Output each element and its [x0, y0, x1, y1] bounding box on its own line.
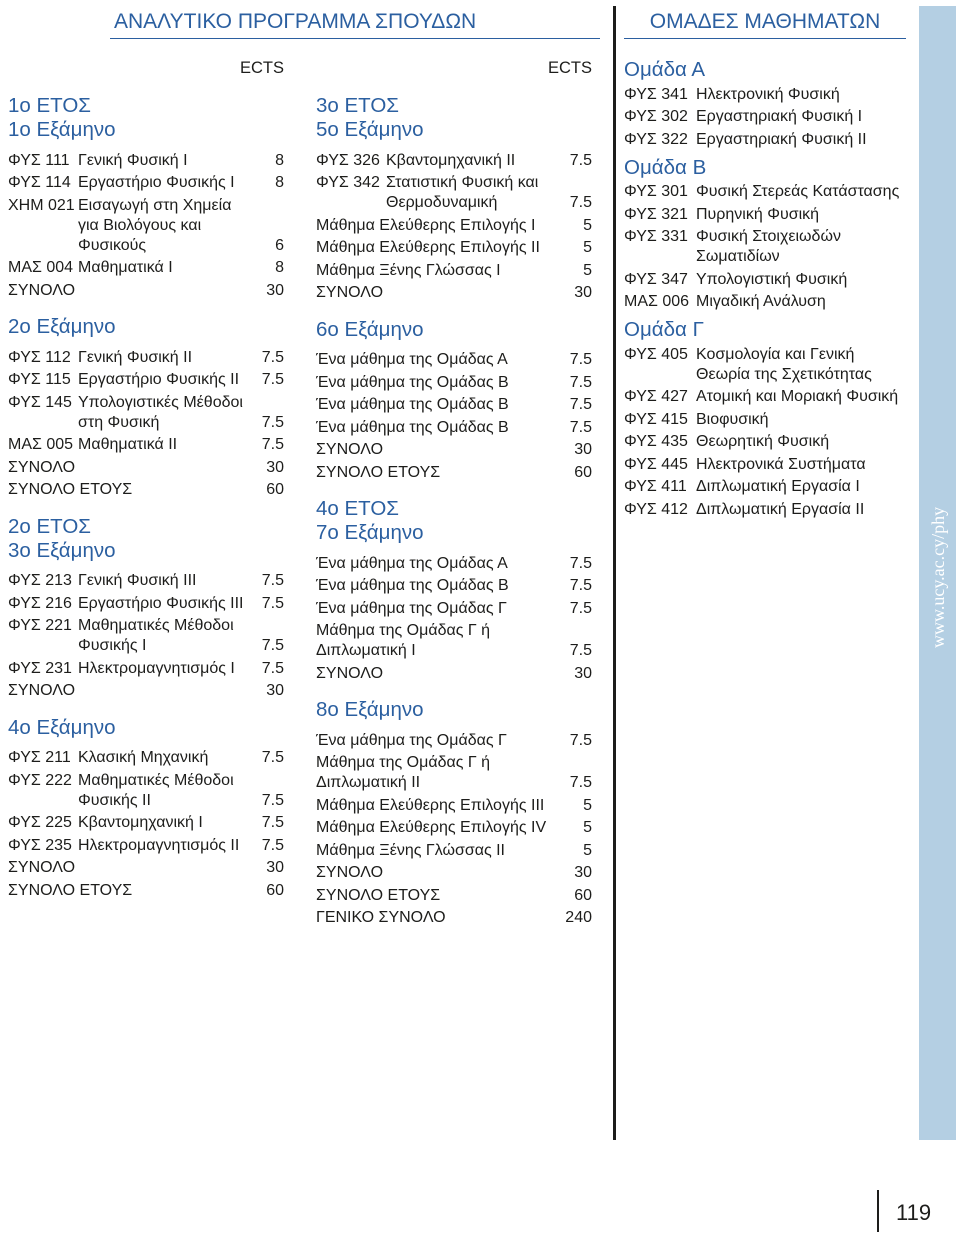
- course-name: Μαθηματικά ΙΙ: [78, 436, 178, 453]
- course-row: [8, 258, 284, 278]
- course-ects: 7.5: [569, 151, 592, 169]
- course-code: ΦΥΣ 114: [8, 174, 71, 191]
- group-course-row: [624, 130, 906, 150]
- summary-label: Ένα μάθημα της Ομάδας Β: [316, 396, 509, 413]
- course-ects: 6: [275, 236, 284, 254]
- summary-row: [316, 841, 592, 861]
- course-ects: 7.5: [261, 413, 284, 431]
- course-name: Γενική Φυσική ΙΙΙ: [78, 572, 197, 589]
- course-ects: 7.5: [261, 814, 284, 831]
- page-title: ΑΝΑΛΥΤΙΚΟ ΠΡΟΓΡΑΜΜΑ ΣΠΟΥΔΩΝ: [114, 10, 477, 33]
- spacer: [316, 142, 592, 148]
- course-code: ΦΥΣ 405: [624, 345, 688, 363]
- summary-label: Ένα μάθημα της Ομάδας Β: [316, 418, 509, 436]
- summary-row: [316, 664, 592, 684]
- course-ects: 7.5: [261, 436, 284, 453]
- summary-label: ΣΥΝΟΛΟ: [316, 864, 384, 881]
- summary-label: [316, 753, 558, 793]
- section-heading: 1ο Εξάμηνο: [8, 118, 116, 141]
- course-row: [8, 173, 284, 193]
- course-row: [8, 748, 284, 768]
- spacer: [316, 686, 592, 698]
- summary-row: [316, 576, 592, 596]
- summary-value: 7.5: [569, 774, 592, 791]
- summary-label: Μάθημα Ελεύθερης Επιλογής ΙΙ: [316, 239, 540, 256]
- spacer: [8, 142, 284, 148]
- summary-row: [316, 554, 592, 574]
- summary-row: [316, 440, 592, 460]
- course-code: ΦΥΣ 112: [8, 348, 71, 366]
- summary-row: [8, 858, 284, 878]
- summary-label: ΣΥΝΟΛΟ ΕΤΟΥΣ: [316, 463, 441, 481]
- group-course-row: [624, 270, 906, 290]
- course-code: ΦΥΣ 341: [624, 85, 688, 103]
- course-ects: 7.5: [569, 194, 592, 211]
- course-ects: 7.5: [261, 572, 284, 589]
- course-name: Κβαντομηχανική ΙΙ: [386, 151, 516, 169]
- summary-label: Ένα μάθημα της Ομάδας Α: [316, 351, 508, 368]
- course-name: Εισαγωγή στη Χημεία για Βιολόγους και Φυσικούς: [78, 196, 232, 254]
- course-code: ΦΥΣ 412: [624, 500, 688, 518]
- course-row: [8, 393, 284, 433]
- group-course-row: [624, 85, 906, 105]
- summary-label: ΣΥΝΟΛΟ: [8, 682, 76, 699]
- course-name: Κβαντομηχανική Ι: [78, 814, 203, 831]
- course-code: ΦΥΣ 222: [8, 771, 72, 789]
- section-heading: 5ο Εξάμηνο: [316, 118, 424, 141]
- summary-row: [316, 463, 592, 483]
- summary-value: 60: [574, 886, 592, 904]
- course-name: Υπολογιστική Φυσική: [696, 270, 848, 288]
- course-ects: 7.5: [261, 791, 284, 809]
- course-name: Μαθηματικά Ι: [78, 259, 173, 276]
- summary-value: 7.5: [569, 731, 592, 749]
- section-heading: 4ο ΕΤΟΣ: [316, 497, 399, 520]
- course-code: ΦΥΣ 322: [624, 130, 688, 148]
- spacer: [8, 503, 284, 515]
- course-name: Φυσική Στερεάς Κατάστασης: [696, 183, 900, 200]
- summary-label: Ένα μάθημα της Ομάδας Β: [316, 373, 509, 391]
- course-ects: 8: [275, 151, 284, 169]
- summary-row: [316, 238, 592, 258]
- course-code: ΦΥΣ 347: [624, 270, 688, 288]
- course-name: Πυρηνική Φυσική: [696, 205, 820, 223]
- section-heading: 2ο Εξάμηνο: [8, 315, 116, 338]
- sidebar-url: www.ucy.ac.cy/phy: [928, 506, 948, 648]
- summary-value: 30: [266, 859, 284, 876]
- summary-label: ΣΥΝΟΛΟ: [316, 664, 384, 682]
- summary-row: [8, 281, 284, 301]
- summary-label: Μάθημα Ελεύθερης Επιλογής ΙΙΙ: [316, 796, 545, 814]
- course-name: Μαθηματικές Μέθοδοι Φυσικής ΙΙ: [78, 771, 234, 809]
- course-code: ΦΥΣ 435: [624, 433, 688, 450]
- curriculum-column-left: [8, 58, 284, 903]
- course-code: ΦΥΣ 331: [624, 228, 688, 245]
- course-name: Μιγαδική Ανάλυση: [696, 293, 826, 310]
- course-row: [8, 771, 284, 811]
- summary-value: 7.5: [569, 642, 592, 659]
- summary-label: ΣΥΝΟΛΟ: [316, 284, 384, 301]
- spacer: [316, 485, 592, 497]
- groups-heading: ΟΜΑΔΕΣ ΜΑΘΗΜΑΤΩΝ: [649, 10, 881, 33]
- course-code: ΦΥΣ 326: [316, 151, 380, 169]
- summary-row: [8, 458, 284, 478]
- summary-row: [8, 681, 284, 701]
- spacer: [8, 339, 284, 345]
- summary-label: ΓΕΝΙΚΟ ΣΥΝΟΛΟ: [316, 909, 446, 926]
- summary-row: [316, 350, 592, 370]
- course-code: ΦΥΣ 145: [8, 393, 72, 411]
- summary-value: 7.5: [569, 577, 592, 594]
- section-heading: 7ο Εξάμηνο: [316, 521, 424, 544]
- group-course-row: [624, 455, 906, 475]
- course-code: ΦΥΣ 342: [316, 174, 380, 191]
- section-heading: 2ο ΕΤΟΣ: [8, 514, 91, 538]
- summary-row: [316, 796, 592, 816]
- spacer: [8, 303, 284, 315]
- ects-header: ECTS: [547, 59, 592, 77]
- course-code: ΦΥΣ 301: [624, 183, 688, 200]
- course-row: [8, 370, 284, 390]
- summary-value: 7.5: [569, 351, 592, 368]
- group-course-row: [624, 345, 906, 385]
- summary-value: 30: [574, 441, 592, 458]
- course-row: [8, 196, 284, 256]
- course-code: ΦΥΣ 231: [8, 659, 72, 677]
- summary-value: 30: [574, 664, 592, 682]
- course-code: ΦΥΣ 235: [8, 836, 72, 854]
- course-ects: 7.5: [261, 371, 284, 388]
- course-name: Ατομική και Μοριακή Φυσική: [696, 388, 899, 405]
- groups-heading-rule: [624, 38, 906, 39]
- course-ects: 8: [275, 259, 284, 276]
- summary-row: [316, 886, 592, 906]
- column-divider: [613, 6, 616, 1140]
- course-row: [8, 348, 284, 368]
- summary-label-line: Μάθημα της Ομάδας Γ ή: [316, 622, 491, 639]
- section-heading: 8ο Εξάμηνο: [316, 698, 424, 721]
- summary-value: 7.5: [569, 418, 592, 436]
- summary-label: [316, 621, 558, 661]
- course-row: [8, 571, 284, 591]
- summary-label: Ένα μάθημα της Ομάδας Α: [316, 554, 508, 572]
- course-name: Διπλωματική Εργασία Ι: [696, 478, 860, 495]
- course-ects: 7.5: [261, 594, 284, 612]
- summary-value: 5: [583, 261, 592, 279]
- summary-label: ΣΥΝΟΛΟ ΕΤΟΥΣ: [316, 886, 441, 904]
- summary-value: 7.5: [569, 373, 592, 391]
- summary-row: [316, 216, 592, 236]
- summary-row: [8, 480, 284, 500]
- spacer: [316, 342, 592, 348]
- title-rule: [110, 38, 600, 39]
- course-code: ΦΥΣ 302: [624, 108, 688, 125]
- course-name: Στατιστική Φυσική και Θερμοδυναμική: [386, 174, 539, 211]
- course-name: Φυσική Στοιχειωδών Σωματιδίων: [696, 228, 841, 265]
- summary-row: [316, 599, 592, 619]
- summary-label: ΣΥΝΟΛΟ ΕΤΟΥΣ: [8, 881, 133, 899]
- course-name: Εργαστηριακή Φυσική ΙΙ: [696, 130, 867, 148]
- group-title: Ομάδα Γ: [624, 318, 704, 341]
- summary-value: 5: [583, 796, 592, 814]
- summary-value: 30: [266, 682, 284, 699]
- course-ects: 7.5: [261, 749, 284, 766]
- course-row: [8, 594, 284, 614]
- summary-row: [316, 818, 592, 838]
- group-course-row: [624, 500, 906, 520]
- course-code: ΦΥΣ 415: [624, 410, 688, 428]
- summary-value: 60: [266, 481, 284, 498]
- group-title: Ομάδα Α: [624, 58, 706, 81]
- course-name: Βιοφυσική: [696, 410, 769, 428]
- summary-value: 7.5: [569, 554, 592, 572]
- group-course-row: [624, 387, 906, 407]
- ects-header: ECTS: [239, 59, 284, 77]
- course-row: [316, 173, 592, 213]
- summary-row: [8, 881, 284, 901]
- summary-label: ΣΥΝΟΛΟ ΕΤΟΥΣ: [8, 481, 133, 498]
- curriculum-column-middle: [316, 58, 592, 931]
- summary-label: ΣΥΝΟΛΟ: [316, 441, 384, 458]
- course-code: ΦΥΣ 216: [8, 594, 72, 612]
- course-row: [316, 151, 592, 171]
- course-name: Κοσμολογία και Γενική Θεωρία της Σχετικότητας: [696, 345, 872, 383]
- course-code: ΦΥΣ 225: [8, 814, 72, 831]
- summary-label: Μάθημα Ξένης Γλώσσας ΙΙ: [316, 841, 505, 859]
- course-code: ΜΑΣ 006: [624, 293, 690, 310]
- summary-row: [316, 395, 592, 415]
- course-row: [8, 813, 284, 833]
- summary-label: ΣΥΝΟΛΟ: [8, 458, 76, 476]
- course-ects: 7.5: [261, 659, 284, 677]
- course-code: ΜΑΣ 005: [8, 436, 74, 453]
- course-code: ΦΥΣ 211: [8, 749, 71, 766]
- course-row: [8, 616, 284, 656]
- summary-label: Ένα μάθημα της Ομάδας Β: [316, 577, 509, 594]
- course-groups-column: [624, 52, 906, 522]
- spacer: [8, 704, 284, 716]
- course-name: Ηλεκτρονική Φυσική: [696, 85, 840, 103]
- summary-value: 7.5: [569, 396, 592, 413]
- course-name: Εργαστηριακή Φυσική Ι: [696, 108, 863, 125]
- summary-value: 240: [565, 909, 592, 926]
- course-ects: 7.5: [261, 836, 284, 854]
- summary-row: [316, 621, 592, 661]
- group-course-row: [624, 205, 906, 225]
- page-number: 119: [896, 1200, 932, 1225]
- summary-row: [316, 261, 592, 281]
- spacer: [316, 722, 592, 728]
- summary-row: [316, 863, 592, 883]
- course-code: ΦΥΣ 445: [624, 455, 688, 473]
- summary-label-line: Μάθημα της Ομάδας Γ ή: [316, 754, 491, 771]
- course-name: Εργαστήριο Φυσικής ΙΙ: [78, 371, 240, 388]
- section-heading: 4ο Εξάμηνο: [8, 715, 116, 739]
- course-name: Εργαστήριο Φυσικής ΙΙΙ: [78, 594, 244, 612]
- summary-value: 30: [266, 281, 284, 299]
- course-code: ΦΥΣ 321: [624, 205, 688, 223]
- course-row: [8, 151, 284, 171]
- group-course-row: [624, 410, 906, 430]
- course-code: ΦΥΣ 221: [8, 617, 72, 634]
- course-name: Γενική Φυσική ΙΙ: [78, 348, 193, 366]
- course-name: Θεωρητική Φυσική: [696, 433, 830, 450]
- summary-value: 60: [574, 463, 592, 481]
- summary-value: 5: [583, 841, 592, 859]
- course-name: Ηλεκτρονικά Συστήματα: [696, 455, 866, 473]
- summary-value: 5: [583, 819, 592, 836]
- course-name: Ηλεκτρομαγνητισμός ΙΙ: [78, 836, 240, 854]
- summary-label: ΣΥΝΟΛΟ: [8, 859, 76, 876]
- section-heading: 3ο ΕΤΟΣ: [316, 94, 399, 117]
- summary-label: Ένα μάθημα της Ομάδας Γ: [316, 731, 507, 749]
- spacer: [316, 545, 592, 551]
- summary-value: 7.5: [569, 599, 592, 617]
- summary-value: 60: [266, 881, 284, 899]
- summary-row: [316, 753, 592, 793]
- summary-row: [316, 373, 592, 393]
- summary-label: Μάθημα Ξένης Γλώσσας Ι: [316, 261, 501, 279]
- course-row: [8, 659, 284, 679]
- course-name: Διπλωματική Εργασία ΙΙ: [696, 500, 865, 518]
- group-course-row: [624, 292, 906, 312]
- course-code: ΦΥΣ 213: [8, 572, 72, 589]
- course-code: ΦΥΣ 411: [624, 478, 687, 495]
- page-number-rule: [877, 1190, 879, 1232]
- group-course-row: [624, 107, 906, 127]
- group-course-row: [624, 182, 906, 202]
- summary-label: Μάθημα Ελεύθερης Επιλογής ΙV: [316, 819, 547, 836]
- summary-row: [316, 283, 592, 303]
- summary-value: 30: [574, 864, 592, 881]
- summary-label-line: Διπλωματική ΙΙ: [316, 774, 421, 791]
- course-name: Μαθηματικές Μέθοδοι Φυσικής Ι: [78, 617, 234, 654]
- course-name: Εργαστήριο Φυσικής Ι: [78, 174, 235, 191]
- section-heading: 6ο Εξάμηνο: [316, 317, 424, 341]
- section-heading: 3ο Εξάμηνο: [8, 538, 116, 562]
- summary-label: ΣΥΝΟΛΟ: [8, 281, 76, 299]
- summary-value: 30: [266, 458, 284, 476]
- summary-label-line: Διπλωματική Ι: [316, 642, 416, 659]
- group-title: Ομάδα Β: [624, 155, 707, 179]
- course-row: [8, 836, 284, 856]
- summary-value: 30: [574, 284, 592, 301]
- summary-value: 5: [583, 216, 592, 234]
- summary-row: [316, 731, 592, 751]
- course-ects: 7.5: [261, 637, 284, 654]
- course-code: ΦΥΣ 115: [8, 371, 71, 388]
- section-heading: 1ο ΕΤΟΣ: [8, 94, 91, 117]
- summary-row: [316, 908, 592, 928]
- course-ects: 7.5: [261, 348, 284, 366]
- course-name: Γενική Φυσική Ι: [78, 151, 188, 169]
- summary-label: Μάθημα Ελεύθερης Επιλογής Ι: [316, 216, 536, 234]
- group-course-row: [624, 227, 906, 267]
- course-code: ΦΥΣ 111: [8, 151, 70, 169]
- spacer: [8, 563, 284, 569]
- summary-row: [316, 418, 592, 438]
- course-name: Υπολογιστικές Μέθοδοι στη Φυσική: [78, 393, 243, 431]
- summary-label: Ένα μάθημα της Ομάδας Γ: [316, 599, 507, 617]
- course-code: ΦΥΣ 427: [624, 388, 688, 405]
- course-ects: 8: [275, 174, 284, 191]
- spacer: [8, 740, 284, 746]
- course-row: [8, 435, 284, 455]
- spacer: [316, 306, 592, 318]
- summary-value: 5: [583, 239, 592, 256]
- group-course-row: [624, 432, 906, 452]
- course-code: ΜΑΣ 004: [8, 259, 74, 276]
- course-code: ΧΗΜ 021: [8, 196, 75, 214]
- group-course-row: [624, 477, 906, 497]
- course-name: Κλασική Μηχανική: [78, 749, 209, 766]
- course-name: Ηλεκτρομαγνητισμός Ι: [78, 659, 235, 677]
